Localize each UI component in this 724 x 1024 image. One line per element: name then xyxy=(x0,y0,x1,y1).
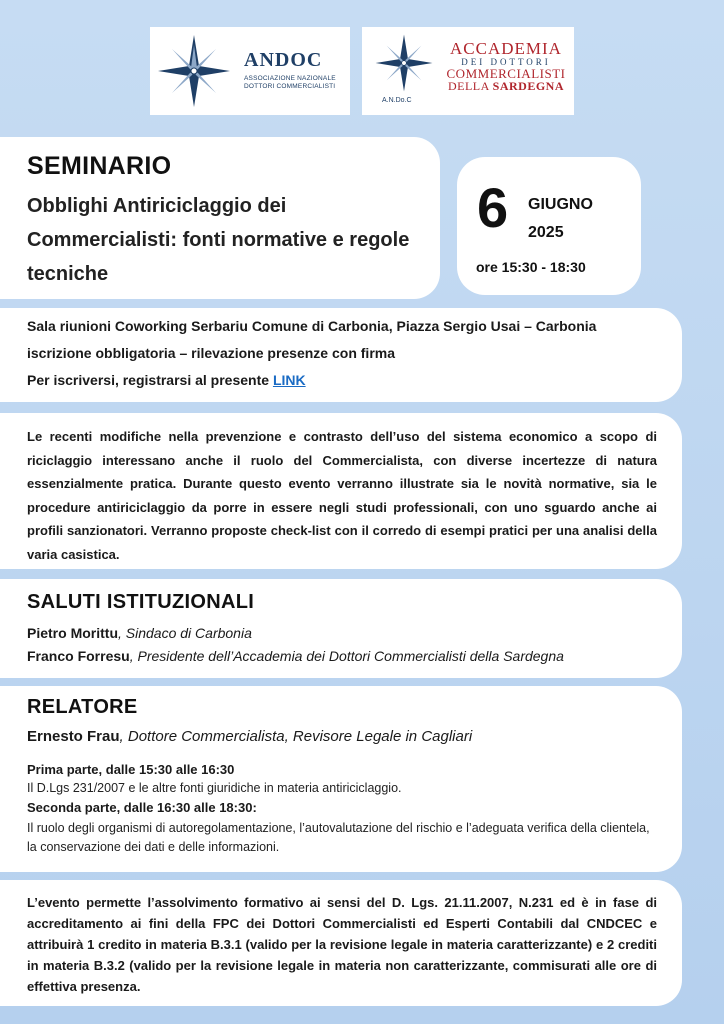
accademia-logo xyxy=(362,27,574,115)
accademia-line2: DEI DOTTORI xyxy=(461,57,551,67)
saluti-heading: SALUTI ISTITUZIONALI xyxy=(27,591,255,613)
date-year: 2025 xyxy=(528,224,564,241)
person-role: , Sindaco di Carbonia xyxy=(118,625,252,641)
person-role: , Presidente dell’Accademia dei Dottori Commercialisti della Sardegna xyxy=(129,648,564,664)
accademia-line3: COMMERCIALISTI xyxy=(446,66,566,81)
person-name: Franco Forresu xyxy=(27,648,130,664)
accademia-wordmark xyxy=(442,41,570,93)
relatore-person xyxy=(27,728,472,745)
relatore-name: Ernesto Frau xyxy=(27,728,120,745)
andoc-brand: ANDOC xyxy=(244,49,323,71)
compass-star-icon xyxy=(374,33,434,93)
date-month-year xyxy=(528,191,593,247)
accademia-line4-bold: SARDEGNA xyxy=(492,79,564,93)
event-title: Obblighi Antiriciclaggio dei Commercialisti: fonti normative e regole tecniche xyxy=(27,195,410,285)
register-link[interactable]: LINK xyxy=(272,372,306,388)
date-time: ore 15:30 - 18:30 xyxy=(476,259,586,275)
person-name: Pietro Morittu xyxy=(27,625,118,641)
saluti-person-2 xyxy=(27,648,564,664)
venue-register-line xyxy=(27,372,306,388)
venue-place: Sala riunioni Coworking Serbariu Comune di Carbonia, Piazza Sergio Usai – Carbonia xyxy=(27,318,597,334)
saluti-person-1 xyxy=(27,625,252,641)
part2-title: Seconda parte, dalle 16:30 alle 18:30: xyxy=(27,800,257,815)
part2-text: Il ruolo degli organismi di autoregolamentazione, l’autovalutazione del rischio e l’adeguata verifica della clientela, la conservazione dei dati e delle informazioni. xyxy=(27,821,650,854)
andoc-subtitle: ASSOCIAZIONE NAZIONALE DOTTORI COMMERCIALISTI xyxy=(244,75,336,90)
part1-title: Prima parte, dalle 15:30 alle 16:30 xyxy=(27,762,235,777)
event-kind: SEMINARIO xyxy=(27,152,172,180)
andoc-small-label: A.N.Do.C xyxy=(382,97,412,104)
accademia-line1: ACCADEMIA xyxy=(450,39,562,58)
accademia-line4-prefix: DELLA xyxy=(447,79,493,93)
date-day: 6 xyxy=(477,176,509,239)
relatore-heading: RELATORE xyxy=(27,696,138,718)
event-description: Le recenti modifiche nella prevenzione e contrasto dell’uso del sistema economico a scopo di riciclaggio interessano anche il ruolo del Commercialista, con diverse incertezze di natura essenzialmente pratica. Durante questo evento verranno illustrate sia le novità normative, sia le procedure antiriciclaggio da porre in essere negli studi professionali, con uno sguardo anche ai profili sanzionatori. Verranno proposte check-list con il corredo di esempi pratici per una analisi della varia casistica. xyxy=(27,429,657,562)
relatore-role: , Dottore Commercialista, Revisore Legale in Cagliari xyxy=(119,728,473,745)
andoc-logo xyxy=(150,27,350,115)
compass-star-icon xyxy=(156,33,232,109)
accademia-line4 xyxy=(442,80,570,93)
date-month: GIUGNO xyxy=(528,196,593,213)
venue-registration: iscrizione obbligatoria – rilevazione presenze con firma xyxy=(27,345,395,361)
register-prefix: Per iscriversi, registrarsi al presente xyxy=(27,372,273,388)
part1-text: Il D.Lgs 231/2007 e le altre fonti giuridiche in materia antiriciclaggio. xyxy=(27,781,402,795)
credits-text: L’evento permette l’assolvimento formativo ai sensi del D. Lgs. 21.11.2007, N.231 ed è in fase di accreditamento ai fini della FPC dei Dottori Commercialisti ed Esperti Contabili dal CNDCEC e attribuirà 1 credito in materia B.3.1 (valido per la revisione legale in materia caratterizzante) e 2 crediti in materia B.3.2 (valido per la revisione legale in materia non caratterizzante, commisurati alle ore di effettiva presenza. xyxy=(27,895,657,994)
